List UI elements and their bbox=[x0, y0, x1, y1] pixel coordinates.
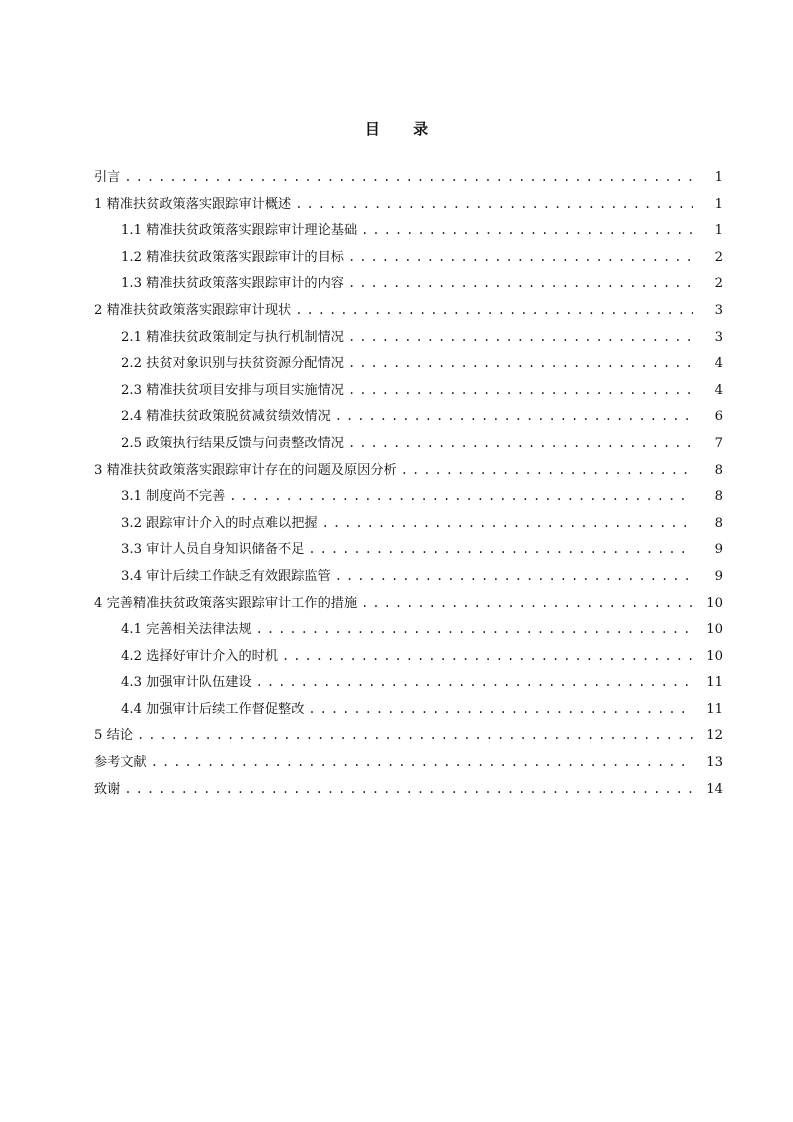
toc-entry-label: 参考文献 bbox=[94, 755, 147, 771]
toc-entry-label: 1.1 精准扶贫政策落实跟踪审计理论基础 bbox=[121, 223, 358, 239]
toc-entry[interactable] bbox=[94, 244, 723, 271]
toc-entry[interactable] bbox=[94, 270, 723, 297]
toc-entry[interactable] bbox=[94, 722, 723, 749]
toc-entry-label: 1.3 精准扶贫政策落实跟踪审计的内容 bbox=[121, 276, 344, 292]
toc-entry[interactable] bbox=[94, 164, 723, 191]
toc-leader-dots bbox=[335, 403, 693, 430]
toc-leader-dots bbox=[348, 350, 693, 377]
toc-entry[interactable] bbox=[94, 776, 723, 803]
toc-entry-label: 5 结论 bbox=[94, 728, 133, 744]
toc-entry-page: 9 bbox=[714, 568, 723, 584]
toc-leader-dots bbox=[229, 483, 693, 510]
toc-entry[interactable] bbox=[94, 749, 723, 776]
toc-entry-label: 2.4 精准扶贫政策脱贫减贫绩效情况 bbox=[121, 409, 331, 425]
toc-entry[interactable] bbox=[94, 616, 723, 643]
toc-leader-dots bbox=[308, 536, 693, 563]
toc-leader-dots bbox=[124, 776, 693, 803]
toc-entry[interactable] bbox=[94, 696, 723, 723]
toc-leader-dots bbox=[282, 643, 693, 670]
toc-entry-label: 3.1 制度尚不完善 bbox=[121, 489, 226, 505]
toc-list bbox=[94, 164, 723, 802]
toc-entry-page: 7 bbox=[714, 435, 723, 451]
toc-entry[interactable] bbox=[94, 457, 723, 484]
toc-entry-label: 2 精准扶贫政策落实跟踪审计现状 bbox=[94, 302, 292, 318]
toc-leader-dots bbox=[361, 590, 693, 617]
toc-entry-page: 8 bbox=[714, 462, 723, 478]
toc-entry-label: 1.2 精准扶贫政策落实跟踪审计的目标 bbox=[121, 249, 344, 265]
toc-entry-page: 13 bbox=[706, 755, 723, 771]
toc-entry[interactable] bbox=[94, 563, 723, 590]
toc-entry-label: 1 精准扶贫政策落实跟踪审计概述 bbox=[94, 196, 292, 212]
toc-entry[interactable] bbox=[94, 324, 723, 351]
toc-leader-dots bbox=[401, 457, 693, 484]
toc-entry[interactable] bbox=[94, 430, 723, 457]
toc-entry-label: 2.3 精准扶贫项目安排与项目实施情况 bbox=[121, 382, 344, 398]
toc-leader-dots bbox=[348, 377, 693, 404]
toc-leader-dots bbox=[322, 510, 693, 537]
toc-leader-dots bbox=[361, 217, 693, 244]
toc-entry-page: 1 bbox=[714, 223, 723, 239]
toc-leader-dots bbox=[348, 430, 693, 457]
toc-entry-page: 3 bbox=[714, 302, 723, 318]
toc-entry-label: 4.3 加强审计队伍建设 bbox=[121, 675, 252, 691]
toc-entry-page: 2 bbox=[714, 276, 723, 292]
toc-entry-label: 2.5 政策执行结果反馈与问责整改情况 bbox=[121, 435, 344, 451]
toc-entry-label: 4.2 选择好审计介入的时机 bbox=[121, 648, 279, 664]
toc-entry[interactable] bbox=[94, 403, 723, 430]
toc-entry[interactable] bbox=[94, 377, 723, 404]
toc-entry-label: 3.3 审计人员自身知识储备不足 bbox=[121, 542, 305, 558]
toc-entry[interactable] bbox=[94, 643, 723, 670]
toc-leader-dots bbox=[137, 722, 693, 749]
toc-entry-label: 4.4 加强审计后续工作督促整改 bbox=[121, 701, 305, 717]
toc-entry-label: 4.1 完善相关法律法规 bbox=[121, 622, 252, 638]
toc-leader-dots bbox=[335, 563, 693, 590]
toc-entry[interactable] bbox=[94, 590, 723, 617]
toc-entry[interactable] bbox=[94, 669, 723, 696]
toc-entry-page: 6 bbox=[714, 409, 723, 425]
toc-leader-dots bbox=[295, 297, 693, 324]
toc-leader-dots bbox=[295, 191, 693, 218]
toc-entry-page: 11 bbox=[706, 675, 723, 691]
toc-leader-dots bbox=[151, 749, 693, 776]
toc-entry[interactable] bbox=[94, 191, 723, 218]
toc-entry[interactable] bbox=[94, 483, 723, 510]
toc-entry-page: 4 bbox=[714, 356, 723, 372]
toc-leader-dots bbox=[348, 244, 693, 271]
toc-entry-page: 4 bbox=[714, 382, 723, 398]
toc-entry-label: 引言 bbox=[94, 170, 121, 185]
toc-leader-dots bbox=[124, 164, 693, 191]
toc-entry-page: 14 bbox=[706, 781, 723, 797]
toc-entry-page: 1 bbox=[714, 170, 723, 185]
toc-entry-page: 1 bbox=[714, 196, 723, 212]
toc-leader-dots bbox=[256, 616, 693, 643]
toc-entry-label: 4 完善精准扶贫政策落实跟踪审计工作的措施 bbox=[94, 595, 358, 611]
toc-leader-dots bbox=[348, 324, 693, 351]
toc-entry-page: 10 bbox=[706, 622, 723, 638]
toc-entry-page: 2 bbox=[714, 249, 723, 265]
toc-entry-page: 3 bbox=[714, 329, 723, 345]
toc-leader-dots bbox=[308, 696, 693, 723]
toc-entry-page: 9 bbox=[714, 542, 723, 558]
toc-leader-dots bbox=[348, 270, 693, 297]
toc-entry-label: 2.1 精准扶贫政策制定与执行机制情况 bbox=[121, 329, 344, 345]
toc-entry[interactable] bbox=[94, 350, 723, 377]
toc-entry-label: 2.2 扶贫对象识别与扶贫资源分配情况 bbox=[121, 356, 344, 372]
toc-entry-page: 8 bbox=[714, 515, 723, 531]
toc-entry-page: 11 bbox=[706, 701, 723, 717]
toc-entry-label: 3.4 审计后续工作缺乏有效跟踪监管 bbox=[121, 568, 331, 584]
toc-entry-label: 3.2 跟踪审计介入的时点难以把握 bbox=[121, 515, 318, 531]
toc-title: 目 录 bbox=[364, 120, 443, 138]
toc-entry-page: 10 bbox=[706, 595, 723, 611]
toc-entry-page: 8 bbox=[714, 489, 723, 505]
toc-entry-label: 致谢 bbox=[94, 781, 121, 797]
toc-leader-dots bbox=[256, 669, 693, 696]
toc-entry[interactable] bbox=[94, 510, 723, 537]
toc-entry-page: 10 bbox=[706, 648, 723, 664]
toc-entry[interactable] bbox=[94, 536, 723, 563]
toc-entry-page: 12 bbox=[706, 728, 723, 744]
toc-entry[interactable] bbox=[94, 217, 723, 244]
toc-entry[interactable] bbox=[94, 297, 723, 324]
toc-entry-label: 3 精准扶贫政策落实跟踪审计存在的问题及原因分析 bbox=[94, 462, 397, 478]
